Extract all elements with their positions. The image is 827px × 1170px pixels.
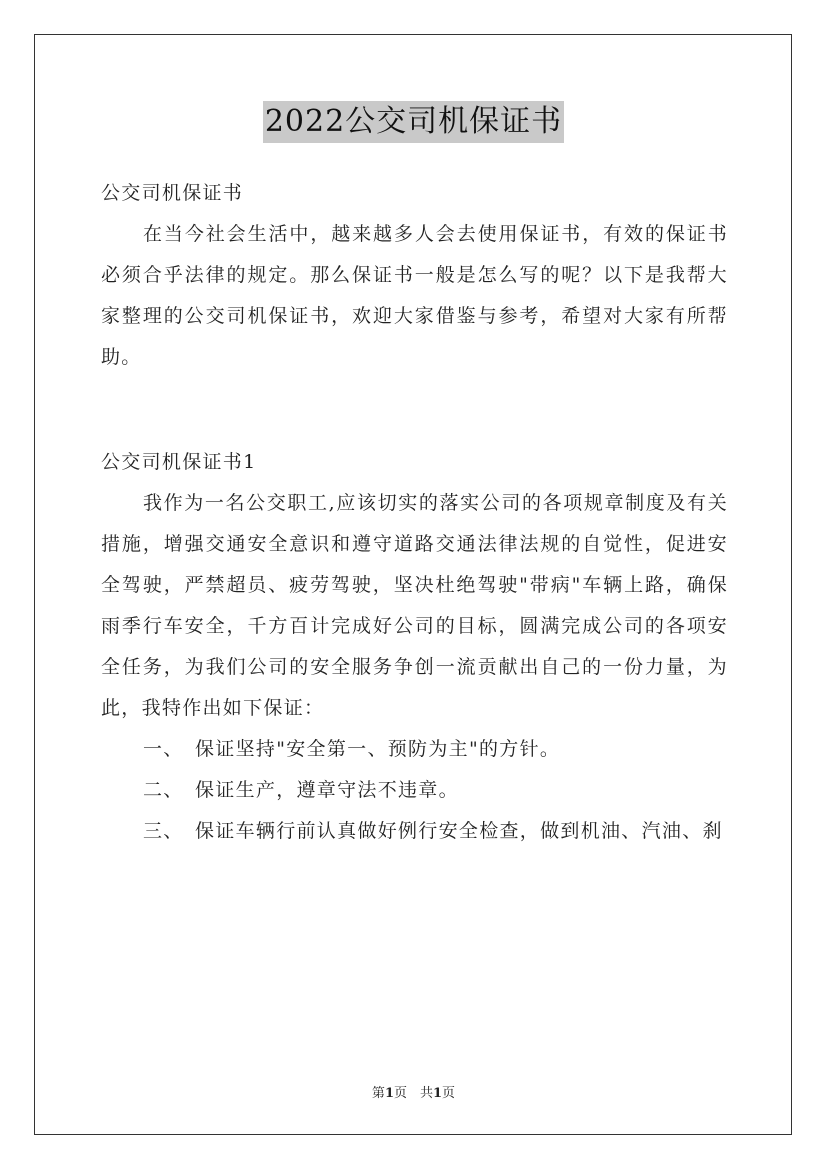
page-current: 1 xyxy=(384,1086,394,1101)
list-item xyxy=(101,729,728,770)
title-container xyxy=(0,101,827,143)
list-item-text: 保证坚持"安全第一、预防为主"的方针。 xyxy=(195,738,561,760)
list-item-text: 保证车辆行前认真做好例行安全检查，做到机油、汽油、刹 xyxy=(195,820,723,842)
list-item-number: 三、 xyxy=(143,820,184,842)
page-prefix: 第 xyxy=(371,1086,385,1101)
list-item xyxy=(101,770,728,811)
intro-paragraph: 在当今社会生活中，越来越多人会去使用保证书，有效的保证书必须合乎法律的规定。那么保证书一般是怎么写的呢？以下是我帮大家整理的公交司机保证书，欢迎大家借鉴与参考，希望对大家有所帮助。 xyxy=(101,223,728,368)
document-title: 2022公交司机保证书 xyxy=(263,101,564,143)
document-body xyxy=(101,173,728,852)
intro-heading: 公交司机保证书 xyxy=(101,182,244,204)
section-paragraph: 我作为一名公交职工,应该切实的落实公司的各项规章制度及有关措施，增强交通安全意识和遵守道路交通法律法规的自觉性，促进安全驾驶，严禁超员、疲劳驾驶，坚决杜绝驾驶"带病"车辆上路，确保雨季行车安全，千方百计完成好公司的目标，圆满完成公司的各项安全任务，为我们公司的安全服务争创一流贡献出自己的一份力量，为此，我特作出如下保证： xyxy=(101,492,728,719)
page-suffix: 页 xyxy=(442,1086,456,1101)
list-item-number: 一、 xyxy=(143,738,184,760)
page-mid: 页 共 xyxy=(393,1086,433,1101)
list-item xyxy=(101,811,728,852)
page-footer xyxy=(0,1082,827,1101)
section-spacer xyxy=(101,378,728,442)
list-item-number: 二、 xyxy=(143,779,184,801)
section-heading: 公交司机保证书1 xyxy=(101,451,257,473)
list-item-text: 保证生产，遵章守法不违章。 xyxy=(195,779,459,801)
page-total: 1 xyxy=(433,1086,443,1101)
